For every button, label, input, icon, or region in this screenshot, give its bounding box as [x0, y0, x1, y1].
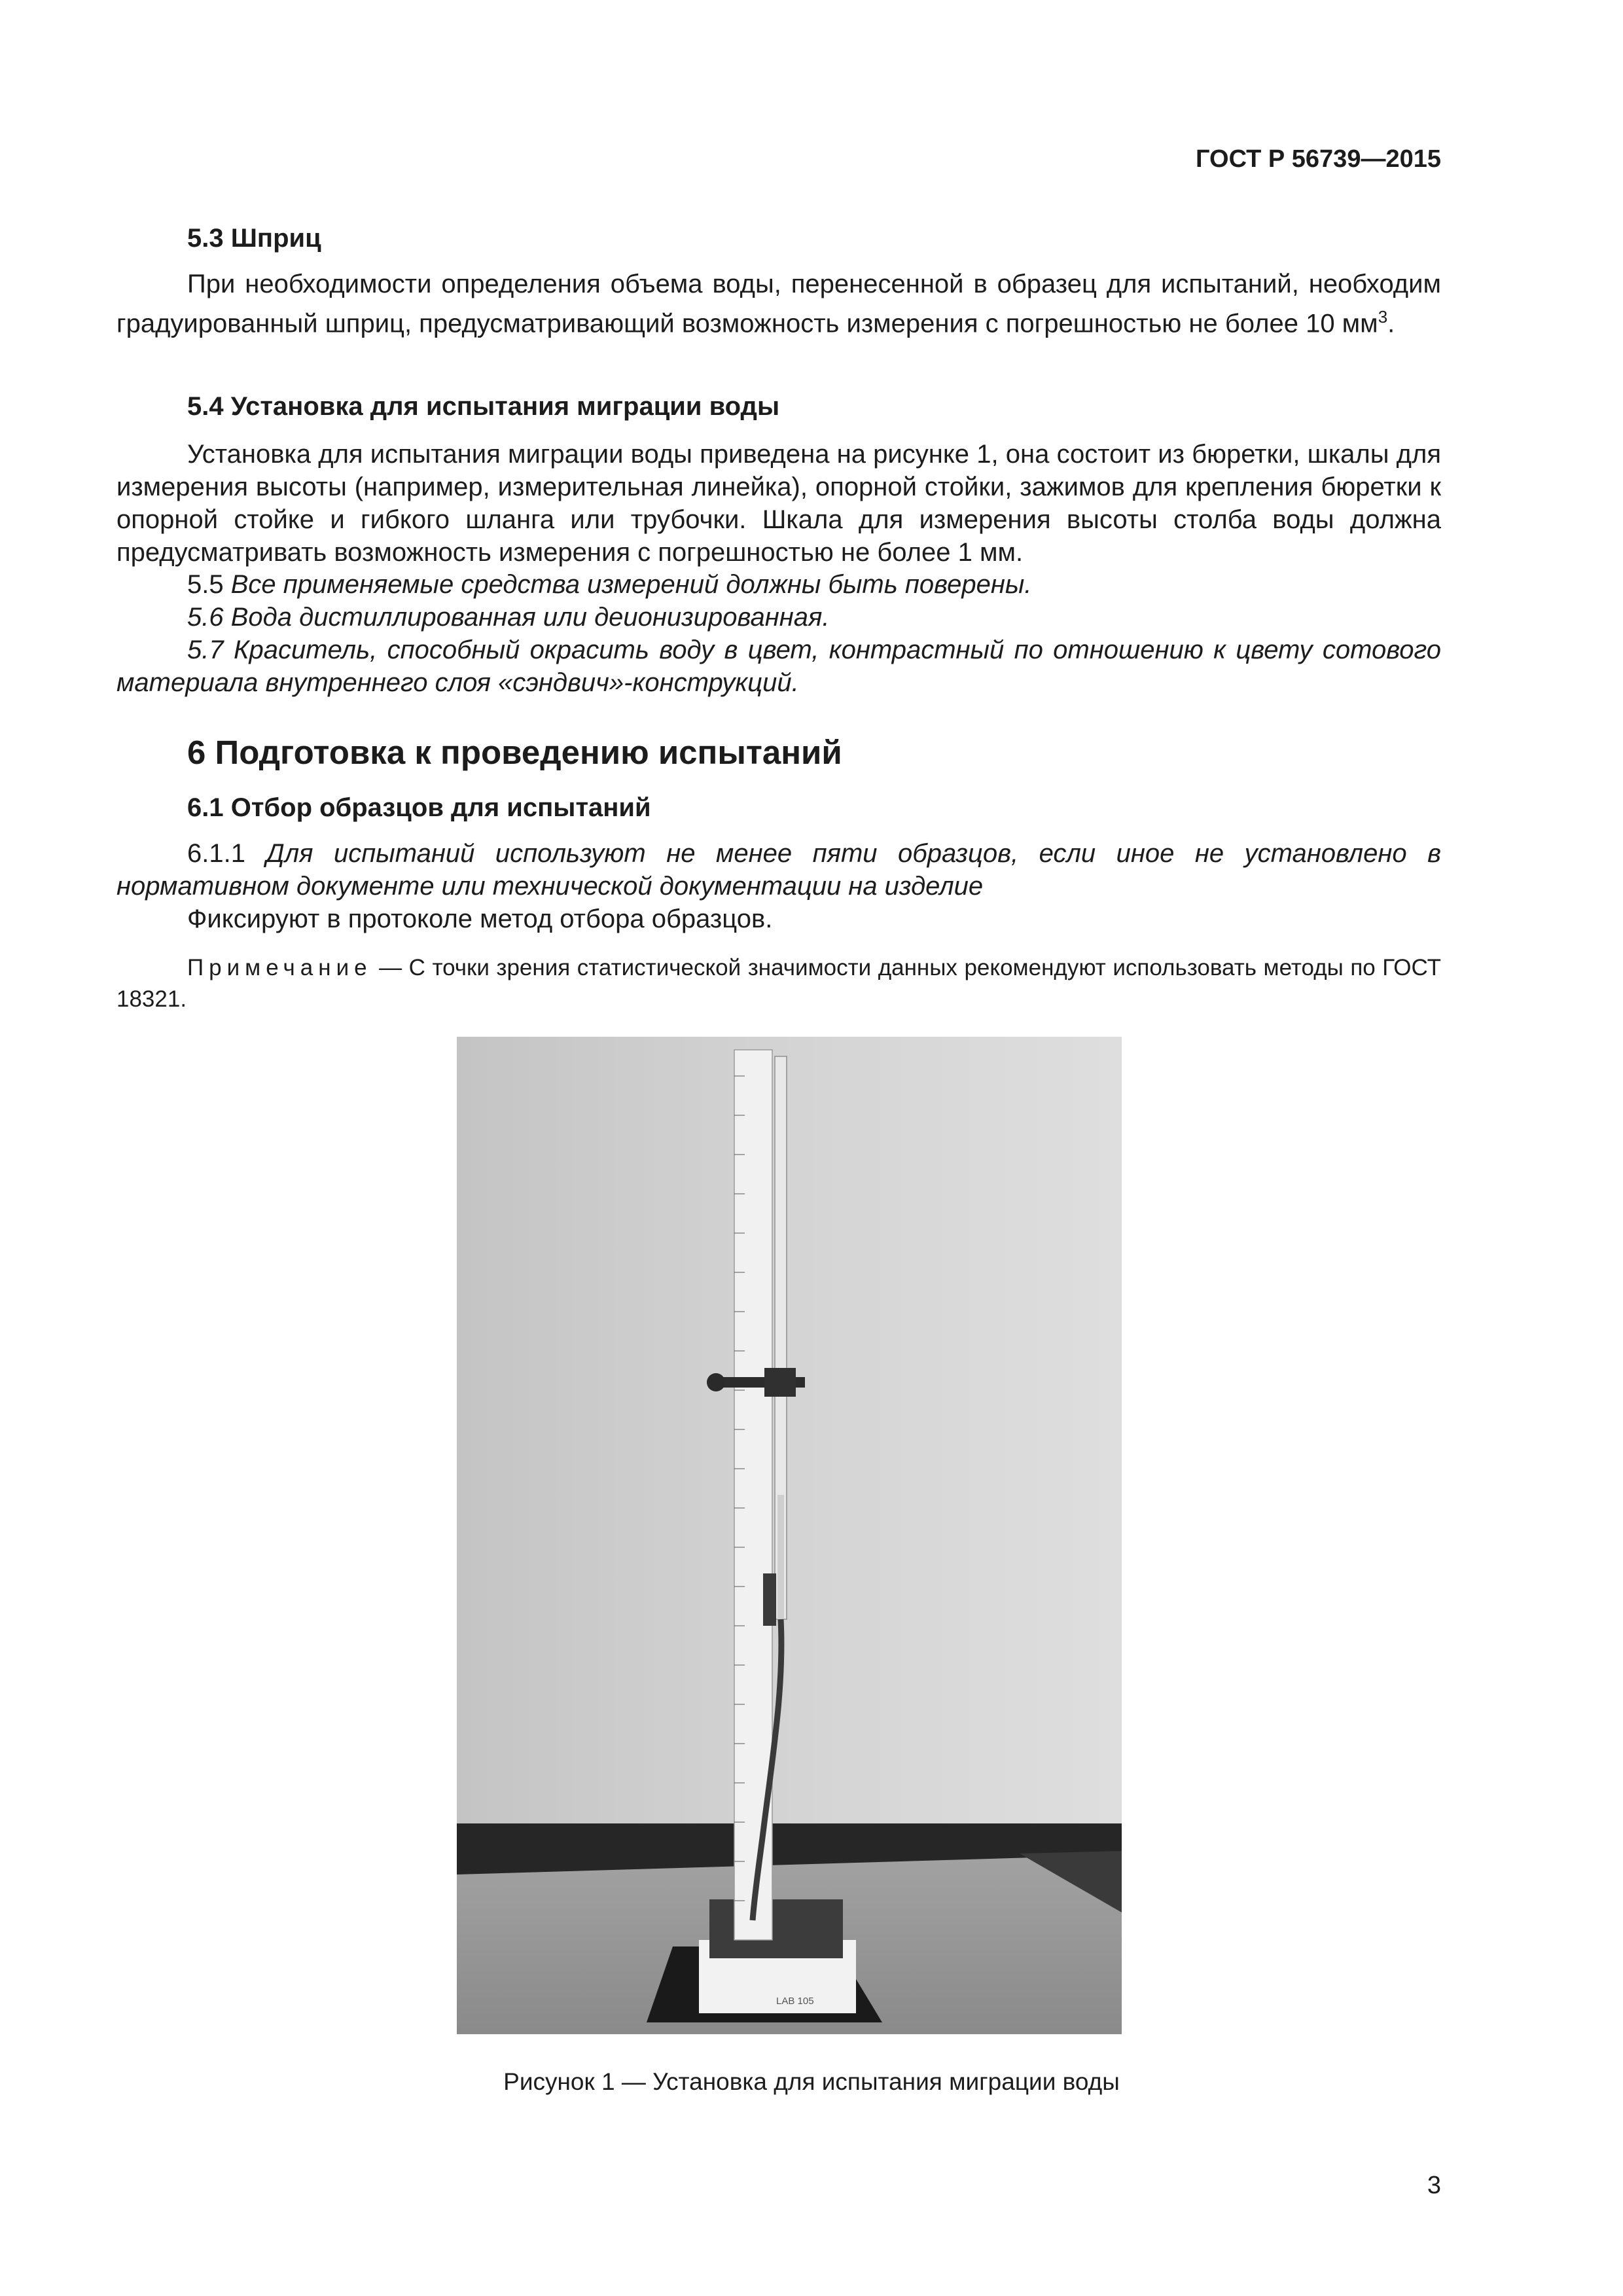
section-5-3-end: .: [1387, 309, 1395, 338]
lower-clamp: [763, 1573, 776, 1626]
section-6-1-1: [116, 837, 1441, 903]
section-5-4-text: Установка для испытания миграции воды приведена на рисунке 1, она состоит из бюретки, шкалы для измерения высоты (например, измерительная линейка), опорной стойки, зажимов для крепления бюретки к опорной стойке и гибкого шланга или трубочки. Шкала для измерения высоты столба воды должна предусматривать возможность измерения с погрешностью не более 1 мм.: [116, 440, 1441, 567]
figure-1-caption: Рисунок 1 — Установка для испытания миграции воды: [503, 2068, 1120, 2095]
section-5-4-title: 5.4 Установка для испытания миграции воды: [187, 392, 780, 421]
section-5-3-text: [116, 268, 1441, 340]
burette-liquid: [777, 1495, 784, 1619]
clamp-knob: [707, 1373, 725, 1391]
section-5-7-num: 5.7: [187, 636, 224, 664]
section-5-5-num: 5.5: [187, 570, 224, 599]
section-6-title: 6 Подготовка к проведению испытаний: [187, 734, 842, 771]
document-header: ГОСТ Р 56739—2015: [1196, 145, 1441, 173]
section-5-6-num: 5.6: [187, 603, 224, 632]
section-6-1-1-num: 6.1.1: [187, 839, 245, 868]
section-5-5-text: Все применяемые средства измерений должны быть поверены.: [230, 570, 1032, 599]
section-5-3-body: При необходимости определения объема воды, перенесенной в образец для испытаний, необходим градуированный шприц, предусматривающий возможность измерения с погрешностью не более 10 мм: [116, 270, 1441, 338]
page-number: 3: [1427, 2172, 1441, 2199]
clamp-holder: [764, 1368, 796, 1397]
section-6-1-1-text: Для испытаний используют не менее пяти образцов, если иное не установлено в нормативном документе или технической документации на изделие: [116, 839, 1441, 901]
section-5-3-title: 5.3 Шприц: [187, 224, 321, 253]
section-5-5: [187, 568, 1031, 601]
section-5-6: [187, 601, 830, 634]
svg-text:LAB 105: LAB 105: [776, 1996, 814, 2007]
section-5-7-text: Краситель, способный окрасить воду в цвет, контрастный по отношению к цвету сотового материала внутреннего слоя «сэндвич»-конструкций.: [116, 636, 1441, 697]
section-5-7: [116, 634, 1441, 699]
note-label: Примечание: [187, 955, 372, 980]
section-6-1-title: 6.1 Отбор образцов для испытаний: [187, 793, 651, 822]
superscript-3: 3: [1378, 307, 1388, 327]
section-6-1-1-record: Фиксируют в протоколе метод отбора образцов.: [187, 905, 773, 933]
note-text: — С точки зрения статистической значимости данных рекомендуют использовать методы по ГОСТ 18321.: [116, 955, 1441, 1012]
section-5-6-text: Вода дистиллированная или деионизированная.: [230, 603, 830, 632]
honeycomb-sample: [709, 1899, 843, 1958]
note: [116, 952, 1441, 1015]
figure-1-photo: [457, 1037, 1122, 2034]
